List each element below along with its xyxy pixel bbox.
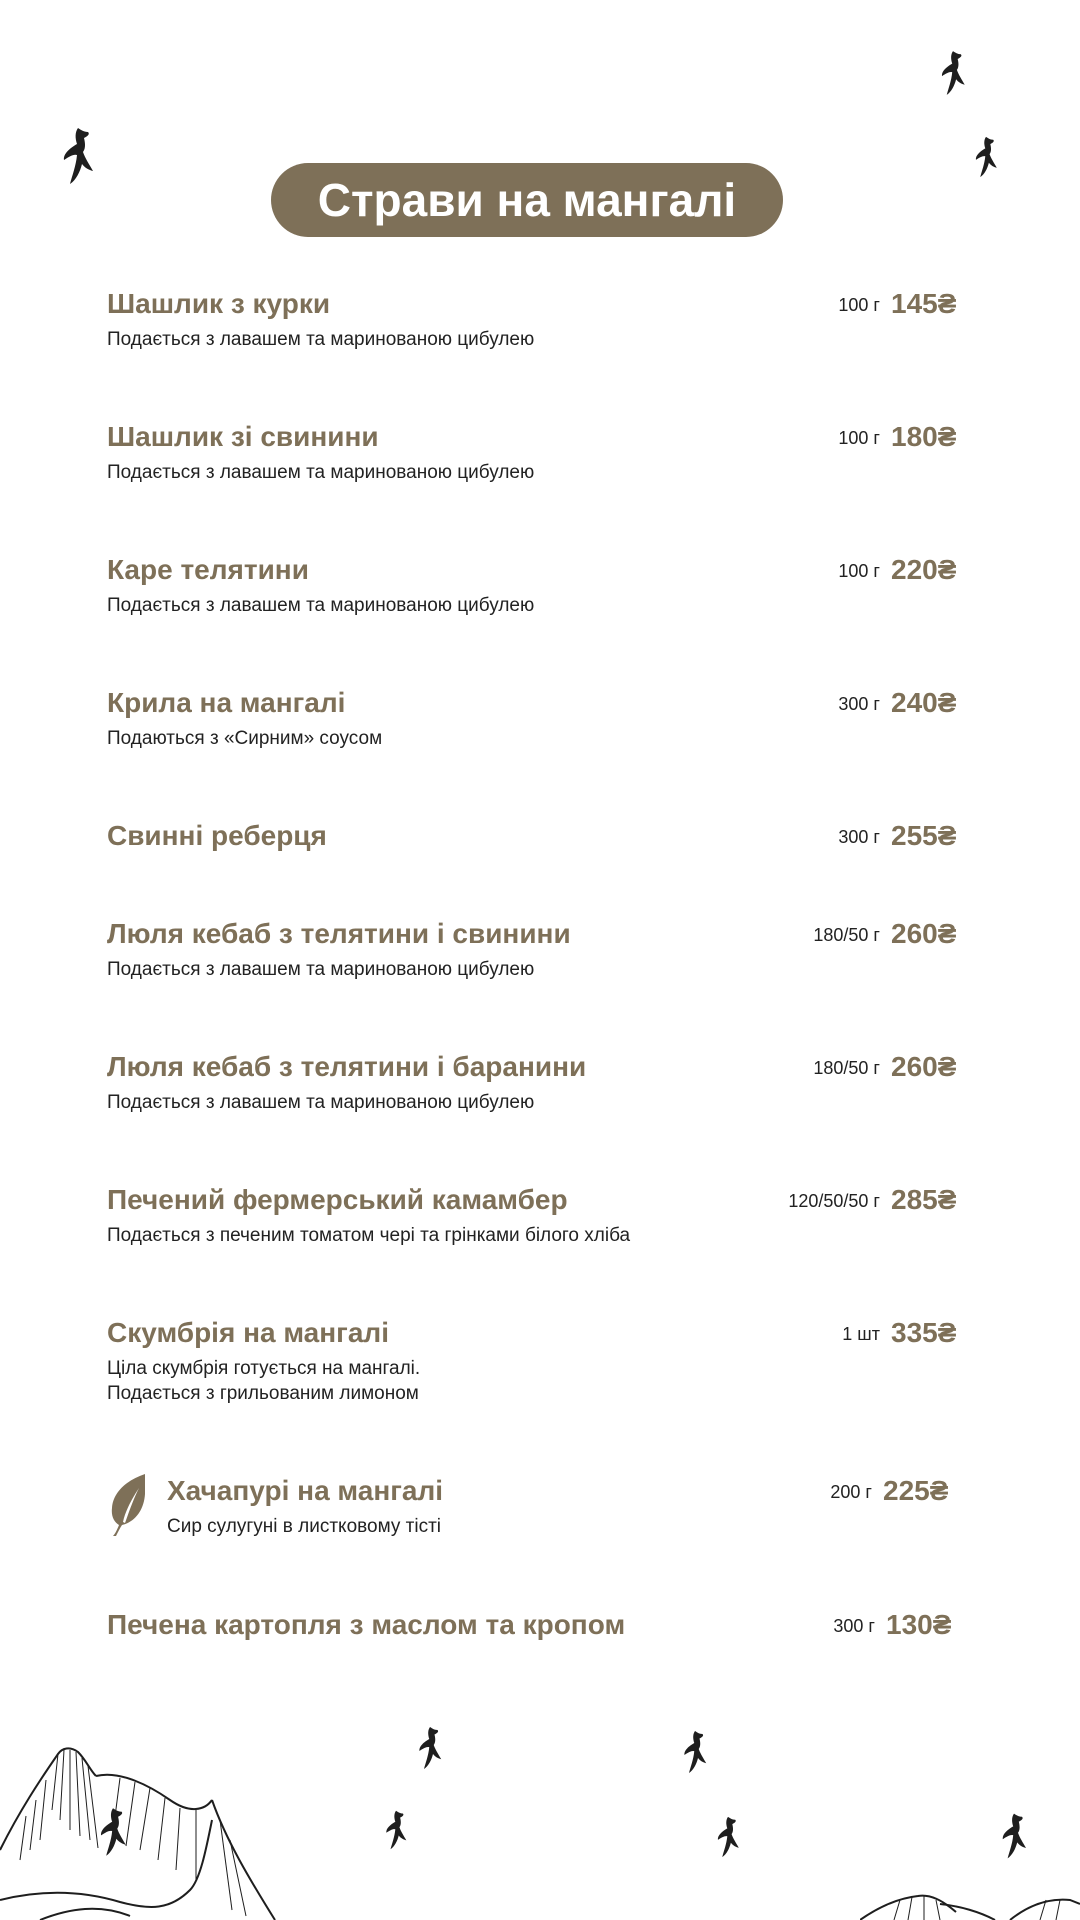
item-price: 260₴ <box>891 1051 957 1082</box>
item-name: Скумбрія на мангалі <box>107 1317 389 1348</box>
item-price: 260₴ <box>891 918 957 949</box>
item-weight: 180/50 г <box>813 925 880 945</box>
item-description: Подається з лавашем та маринованою цибулею <box>107 595 535 616</box>
menu-item <box>107 1316 967 1411</box>
item-weight: 100 г <box>838 295 880 315</box>
item-price: 240₴ <box>891 687 957 718</box>
item-weight: 300 г <box>838 827 880 847</box>
item-weight: 100 г <box>838 428 880 448</box>
item-price: 145₴ <box>891 288 957 319</box>
item-weight: 1 шт <box>842 1324 880 1344</box>
mountain-illustration <box>0 1740 290 1920</box>
item-name: Свинні реберця <box>107 820 327 851</box>
item-weight: 300 г <box>838 694 880 714</box>
mountain-illustration <box>860 1860 1080 1920</box>
menu-item <box>107 1183 967 1253</box>
menu-item <box>107 1474 967 1544</box>
item-name: Крила на мангалі <box>107 687 346 718</box>
item-price: 130₴ <box>886 1609 952 1640</box>
page-title: Страви на мангалі <box>271 163 783 237</box>
item-name: Печений фермерський камамбер <box>107 1184 568 1215</box>
item-description: Подається з лавашем та маринованою цибулею <box>107 329 535 350</box>
item-name: Люля кебаб з телятини і свинини <box>107 918 571 949</box>
bird-icon <box>680 1728 710 1776</box>
bird-icon <box>414 1724 446 1772</box>
item-description: Подається з печеним томатом черi та грінками білого хліба <box>107 1225 631 1246</box>
bird-icon <box>58 124 98 188</box>
item-weight: 200 г <box>830 1482 872 1502</box>
item-name: Шашлик з курки <box>107 288 331 319</box>
item-price: 255₴ <box>891 820 957 851</box>
item-description: Подається з лавашем та маринованою цибулею <box>107 1092 535 1113</box>
menu-item <box>107 1608 967 1648</box>
menu-item <box>107 819 967 859</box>
item-weight: 180/50 г <box>813 1058 880 1078</box>
item-name: Люля кебаб з телятини і баранини <box>107 1051 587 1082</box>
item-weight: 300 г <box>833 1616 875 1636</box>
bird-icon <box>380 1808 412 1852</box>
bird-icon <box>936 48 970 98</box>
bird-icon <box>712 1814 744 1860</box>
item-price: 220₴ <box>891 554 957 585</box>
item-price: 335₴ <box>891 1317 957 1348</box>
bird-icon <box>968 134 1004 180</box>
item-price: 180₴ <box>891 421 957 452</box>
menu-item <box>107 553 967 623</box>
item-description: Подається з лавашем та маринованою цибулею <box>107 959 535 980</box>
item-name: Каре телятини <box>107 554 309 585</box>
menu-item <box>107 917 967 987</box>
menu-item <box>107 686 967 756</box>
bird-icon <box>998 1808 1030 1864</box>
item-weight: 100 г <box>838 561 880 581</box>
leaf-icon <box>107 1472 149 1536</box>
item-description: Подається з лавашем та маринованою цибулею <box>107 462 535 483</box>
item-price: 225₴ <box>883 1475 949 1506</box>
menu-item <box>107 1050 967 1120</box>
item-price: 285₴ <box>891 1184 957 1215</box>
item-weight: 120/50/50 г <box>788 1191 880 1211</box>
menu-item <box>107 287 967 357</box>
item-description-line-2: Подається з грильованим лимоном <box>107 1383 419 1404</box>
item-description: Сир сулугуні в листковому тісті <box>167 1516 441 1537</box>
item-description: Подаються з «Сирним» соусом <box>107 728 383 749</box>
item-description: Ціла скумбрія готується на мангалі. <box>107 1358 421 1379</box>
item-name: Хачапурі на мангалі <box>167 1475 444 1506</box>
item-name: Шашлик зі свинини <box>107 421 379 452</box>
item-name: Печена картопля з маслом та кропом <box>107 1609 626 1640</box>
menu-item <box>107 420 967 490</box>
